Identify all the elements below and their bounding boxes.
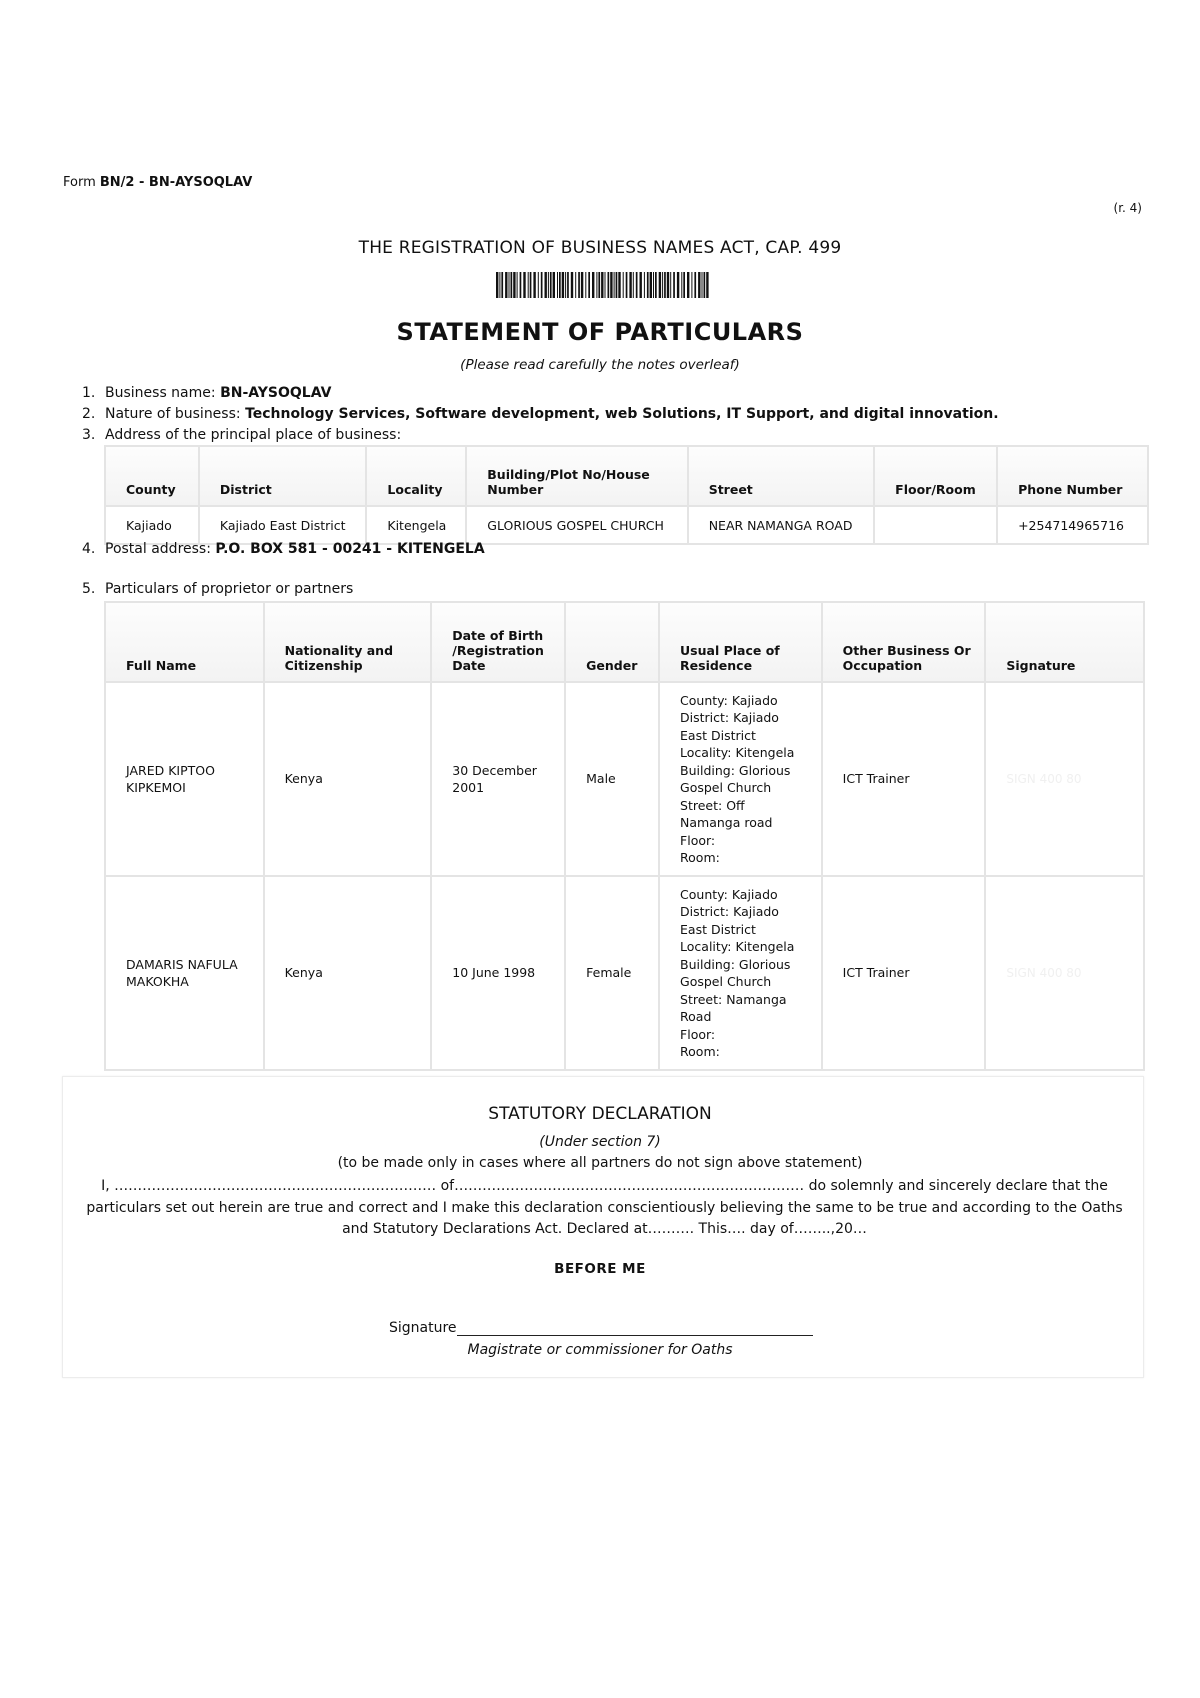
barcode-bar: [541, 272, 543, 298]
business-name-value: BN-AYSOQLAV: [220, 385, 332, 401]
barcode-bar: [509, 272, 510, 298]
barcode-bar: [704, 272, 706, 298]
barcode-bar: [610, 272, 612, 298]
item-postal-address: 4. Postal address: P.O. BOX 581 - 00241 - KITENGELA: [82, 541, 485, 557]
cell-residence: County: Kajiado District: Kajiado East District Locality: Kitengela Building: Glorious Gospel Church Street: Namanga Road Floor: Room:: [659, 876, 822, 1070]
header-dob: Date of Birth /Registration Date: [431, 602, 565, 682]
address-table-header: [105, 446, 1148, 506]
header-building: Building/Plot No/House Number: [466, 446, 687, 506]
cell-floor-room: [874, 506, 997, 544]
barcode-bar: [517, 272, 518, 298]
table-row: [105, 876, 1144, 1070]
cell-locality: Kitengela: [366, 506, 466, 544]
cell-district: Kajiado East District: [199, 506, 367, 544]
declaration-title: STATUTORY DECLARATION: [488, 1104, 712, 1124]
cell-occupation: ICT Trainer: [822, 876, 986, 1070]
barcode-bar: [601, 272, 603, 298]
barcode-bar: [523, 272, 525, 298]
instructions-note: (Please read carefully the notes overleaf): [460, 357, 740, 373]
form-code-value: BN/2 - BN-AYSOQLAV: [99, 175, 253, 190]
barcode-bar: [640, 272, 642, 298]
barcode-bar: [647, 272, 649, 298]
cell-nationality: Kenya: [264, 682, 432, 876]
barcode-bar: [698, 272, 700, 298]
barcode-bar: [706, 272, 708, 298]
form-code: [63, 175, 252, 190]
declaration-condition: (to be made only in cases where all partners do not sign above statement): [337, 1155, 863, 1171]
barcode-bar: [501, 272, 503, 298]
header-district: District: [199, 446, 367, 506]
cell-nationality: Kenya: [264, 876, 432, 1070]
barcode-bar: [664, 272, 666, 298]
cell-signature: [985, 682, 1144, 876]
signature-placeholder: SIGN 400 80: [1006, 965, 1082, 980]
cell-full-name: DAMARIS NAFULA MAKOKHA: [105, 876, 264, 1070]
cell-phone: +254714965716: [997, 506, 1148, 544]
barcode-bar: [681, 272, 682, 298]
barcode-bar: [659, 272, 661, 298]
barcode-bar: [559, 272, 561, 298]
barcode-bar: [605, 272, 606, 298]
header-signature: Signature: [985, 602, 1144, 682]
barcode-bar: [557, 272, 558, 298]
table-row: [105, 682, 1144, 876]
barcode-bar: [553, 272, 555, 298]
barcode-bar: [662, 272, 663, 298]
item-address-label: 3. Address of the principal place of business:: [82, 427, 402, 443]
header-residence: Usual Place of Residence: [659, 602, 822, 682]
barcode-bar: [496, 272, 498, 298]
barcode-bar: [511, 272, 513, 298]
header-occupation: Other Business Or Occupation: [822, 602, 986, 682]
item-nature-of-business: 2. Nature of business: Technology Services, Software development, web Solutions, IT Support, and digital innovation.: [82, 406, 999, 422]
barcode-bar: [633, 272, 634, 298]
cell-county: Kajiado: [105, 506, 199, 544]
barcode-bar: [653, 272, 654, 298]
barcode-bar: [588, 272, 590, 298]
barcode-bar: [528, 272, 529, 298]
declaration-section: (Under section 7): [539, 1134, 661, 1150]
barcode-bar: [694, 272, 696, 298]
postal-address-value: P.O. BOX 581 - 00241 - KITENGELA: [215, 541, 485, 557]
before-me-label: BEFORE ME: [554, 1261, 646, 1277]
barcode-bar: [691, 272, 692, 298]
signature-placeholder: SIGN 400 80: [1006, 771, 1082, 786]
cell-dob: 10 June 1998: [431, 876, 565, 1070]
barcode-bar: [565, 272, 566, 298]
barcode-bar: [623, 272, 624, 298]
nature-of-business-value: Technology Services, Software development, web Solutions, IT Support, and digital innovation.: [245, 406, 999, 422]
cell-gender: Female: [565, 876, 659, 1070]
signature-underline: [457, 1321, 813, 1336]
cell-full-name: JARED KIPTOO KIPKEMOI: [105, 682, 264, 876]
barcode-bar: [548, 272, 549, 298]
barcode-bar: [562, 272, 564, 298]
barcode-bar: [687, 272, 689, 298]
barcode-bar: [538, 272, 539, 298]
barcode-bar: [592, 272, 594, 298]
barcode-bar: [626, 272, 628, 298]
barcode-bar: [702, 272, 703, 298]
barcode-bar: [571, 272, 573, 298]
cell-building: GLORIOUS GOSPEL CHURCH: [466, 506, 687, 544]
partners-table-header: [105, 602, 1144, 682]
barcode-bar: [533, 272, 535, 298]
barcode-bar: [683, 272, 685, 298]
header-county: County: [105, 446, 199, 506]
barcode-bar: [520, 272, 522, 298]
barcode-bar: [644, 272, 645, 298]
barcode-bar: [670, 272, 671, 298]
signature-line: [389, 1320, 813, 1336]
barcode-bar: [505, 272, 507, 298]
barcode-bar: [629, 272, 631, 298]
cell-gender: Male: [565, 682, 659, 876]
cell-signature: [985, 876, 1144, 1070]
barcode-bar: [636, 272, 638, 298]
barcode-bar: [650, 272, 652, 298]
barcode-bar: [673, 272, 675, 298]
barcode-bar: [618, 272, 620, 298]
header-gender: Gender: [565, 602, 659, 682]
header-locality: Locality: [366, 446, 466, 506]
barcode-bar: [596, 272, 597, 298]
barcode-bar: [677, 272, 679, 298]
barcode-image: [496, 272, 711, 298]
barcode-bar: [567, 272, 569, 298]
rule-reference: (r. 4): [1113, 201, 1142, 215]
barcode-bar: [614, 272, 615, 298]
form-prefix: Form: [63, 175, 96, 190]
barcode-bar: [616, 272, 618, 298]
header-full-name: Full Name: [105, 602, 264, 682]
declaration-body: I, …………………………………………………………… of………………………………………………………………… do solemnly and sincerely declare that the particulars set out herein are true and correct and I make this declaration conscientiously believing the same to be true and according to the Oaths and Statutory Declarations Act. Declared at………. This…. day of……..,20…: [86, 1178, 1123, 1237]
header-nationality: Nationality and Citizenship: [264, 602, 432, 682]
barcode-bar: [550, 272, 552, 298]
header-street: Street: [688, 446, 874, 506]
barcode-bar: [667, 272, 669, 298]
partners-table: [104, 601, 1145, 1071]
barcode-bar: [608, 272, 610, 298]
barcode-bar: [581, 272, 583, 298]
barcode-bar: [513, 272, 515, 298]
item-particulars-label: 5. Particulars of proprietor or partners: [82, 581, 354, 597]
page-title: STATEMENT OF PARTICULARS: [396, 318, 804, 346]
act-title: THE REGISTRATION OF BUSINESS NAMES ACT, CAP. 499: [358, 238, 842, 258]
magistrate-label: Magistrate or commissioner for Oaths: [467, 1342, 733, 1358]
table-row: [105, 506, 1148, 544]
barcode-bar: [598, 272, 600, 298]
item-business-name: 1. Business name: BN-AYSOQLAV: [82, 385, 332, 401]
barcode-bar: [578, 272, 580, 298]
cell-dob: 30 December 2001: [431, 682, 565, 876]
address-table: [104, 445, 1149, 545]
header-floor-room: Floor/Room: [874, 446, 997, 506]
barcode-bar: [545, 272, 547, 298]
cell-residence: County: Kajiado District: Kajiado East District Locality: Kitengela Building: Glorious Gospel Church Street: Off Namanga road Floor: Room:: [659, 682, 822, 876]
cell-street: NEAR NAMANGA ROAD: [688, 506, 874, 544]
cell-occupation: ICT Trainer: [822, 682, 986, 876]
barcode-bar: [655, 272, 657, 298]
header-phone: Phone Number: [997, 446, 1148, 506]
barcode-bar: [499, 272, 500, 298]
barcode-bar: [575, 272, 576, 298]
signature-label: Signature: [389, 1320, 457, 1336]
barcode-bar: [530, 272, 532, 298]
barcode-bar: [585, 272, 586, 298]
